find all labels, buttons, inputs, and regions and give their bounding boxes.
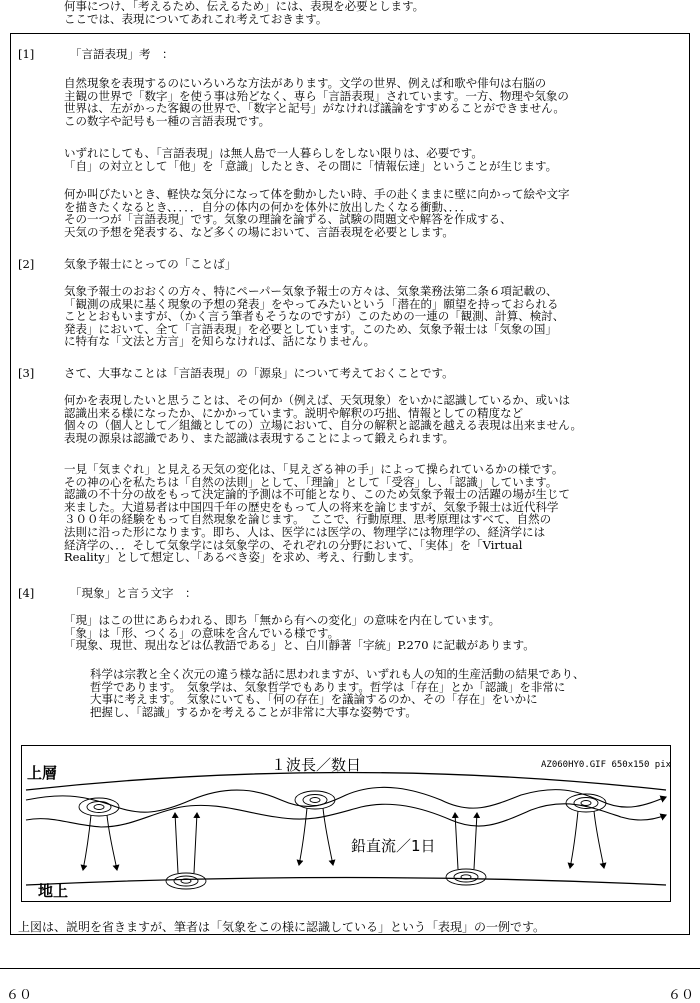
atmosphere-wave-figure: [21, 745, 671, 902]
section-3-paragraph-2: 一見「気まぐれ」と見える天気の変化は、「見えざる神の手」によって操られているかの様です。 その神の心を私たちは「自然の法則」として、「理論」として「受容」し、「認識」しています。 認識の不十分の故をもって決定論的予測は不可能となり、このため気象予報士の活躍の場が生じて 来ました。大道易者は中国四千年の歴史をもって人の将来を論じますが、気象予報士は近代科学 ３００年の経験をもって自然現象を論じます。 ここで、行動原理、思考原理はすべて、自然の 法則に沿った形になります。即ち、人は、医学には医学の、物理学には物理学の、経済学には 経済学の、．．そして気象学には気象学の、それぞれの分野において、「実体」を「Virtual Reality」として想定し、「あるべき姿」を求め、考え、行動します。: [64, 462, 570, 565]
page-number-left: ６０: [6, 988, 33, 1003]
section-4-number: [4]: [18, 586, 35, 600]
intro-lines: [64, 0, 424, 26]
intro-line: ここでは、表現についてあれこれ考えておきます。: [64, 12, 328, 26]
figure-file-info: AZ060HY0.GIF 650x150 pix: [541, 760, 671, 770]
section-4-title: 「現象」と言う文字 ：: [70, 586, 197, 600]
section-2-paragraph-1: 気象予報士のおおくの方々、特にペーパー気象予報士の方々は、気象業務法第二条６項記載の、 「観測の成果に基く現象の予想の発表」をやってみたいという「潜在的」願望を持っておられる こととおもいますが、（かく言う筆者もそうなのですが）このための一連の「観測、計算、検討、 発表」において、全て「言語表現」を必要としています。このため、気象予報士は「気象の国」 に特有な「文法と方言」を知らなければ、話になりません。: [64, 284, 565, 349]
ground-label: 地上: [38, 882, 69, 900]
vertical-flow-label: 鉛直流／1日: [351, 837, 436, 855]
wavelength-label: １波長／数日: [271, 756, 362, 774]
section-3-title: さて、大事なことは「言語表現」の「源泉」について考えておくことです。: [64, 366, 454, 380]
figure-caption: 上図は、説明を省きますが、筆者は「気象をこの様に認識している」という「表現」の一例です。: [18, 920, 546, 934]
section-2-title: 気象予報士にとっての「ことば」: [64, 257, 237, 271]
section-1-paragraph-1: 自然現象を表現するのにいろいろな方法があります。文学の世界、例えば和歌や俳句は右脳の 主観の世界で「数字」を使う事は殆どなく、専ら「言語表現」されています。一方、物理や気象の 世界は、左がかった客観の世界で、「数字と記号」がなければ議論をすすめることができません。 この数字や記号も一種の言語表現です。: [64, 76, 569, 128]
section-2-number: [2]: [18, 257, 35, 271]
section-1-paragraph-3: 何か叫びたいとき、軽快な気分になって体を動かしたい時、手の赴くままに壁に向かって絵や文字 を描きたくなるとき、．．．．自分の体内の何かを体外に放出したくなる衝動、．．． その一つが「言語表現」です。気象の理論を論ずる、試験の問題文や解答を作成する、 天気の予想を発表する、など多くの場において、言語表現を必要とします。: [64, 187, 570, 239]
section-1-paragraph-2: いずれにしても、「言語表現」は無人島で一人暮らしをしない限りは、必要です。 「自」の対立として「他」を「意識」したとき、その間に「情報伝達」ということが生じます。: [64, 146, 558, 173]
section-3-number: [3]: [18, 366, 35, 380]
section-3-paragraph-1: 何かを表現したいと思うことは、その何か（例えば、天気現象）をいかに認識しているか、或いは 認識出来る様になったか、にかかっています。説明や解釈の巧拙、情報としての精度など 個々の（個人として／組織としての）立場において、自分の解釈と認識を越える表現は出来ません。 表現の源泉は認識であり、また認識は表現することによって鍛えられます。: [64, 393, 582, 445]
section-4-paragraph-1: 「現」はこの世にあらわれる、即ち「無から有への変化」の意味を内在しています。 「象」は「形、つくる」の意味を含んでいる様です。 「現象、現世、現出などは仏教語である」と、白川靜著「字統」P.270 に記載があります。: [64, 613, 535, 653]
page-number-right: ６０: [667, 988, 694, 1003]
upper-layer-label: 上層: [27, 764, 58, 782]
footer-divider: [0, 968, 700, 969]
section-1-title: 「言語表現」考 ：: [70, 47, 174, 61]
intro-line: 何事につけ、「考えるため、伝えるため」には、表現を必要とします。: [64, 0, 425, 13]
section-4-indented-paragraph: 科学は宗教と全く次元の違う様な話に思われますが、いずれも人の知的生産活動の結果であり、 哲学であります。 気象学は、気象哲学でもあります。哲学は「存在」とか「認識」を非常に 大事に考えます。 気象にいても、「何の存在」を議論するのか、その「存在」をいかに 把握し、「認識」するかを考えることが非常に大事な姿勢です。: [90, 667, 585, 719]
section-1-number: [1]: [18, 47, 35, 61]
